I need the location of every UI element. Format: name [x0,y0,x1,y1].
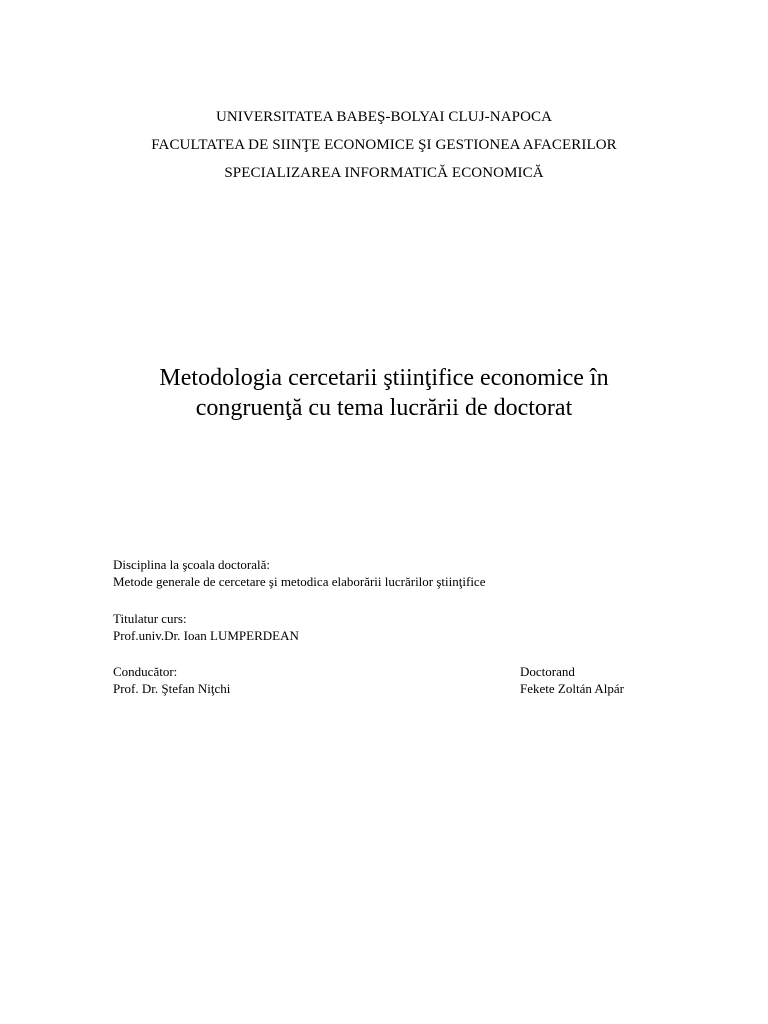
title-line-1: Metodologia cercetarii ştiinţifice economice în [159,365,609,391]
supervisor-label: Conducător: [113,664,178,679]
doctoral-student-label: Doctorand [520,664,575,679]
course-holder-block [113,610,299,644]
doctoral-student-value: Fekete Zoltán Alpár [520,681,624,696]
discipline-value: Metode generale de cercetare şi metodica elaborării lucrărilor ştiinţifice [113,574,486,589]
document-title [0,363,768,423]
supervisor-block [113,663,230,697]
discipline-block [113,556,485,590]
discipline-label: Disciplina la şcoala doctorală: [113,557,271,572]
course-holder-value: Prof.univ.Dr. Ioan LUMPERDEAN [113,628,299,643]
institution-header [0,106,768,190]
faculty-name: FACULTATEA DE SIINŢE ECONOMICE ŞI GESTIONEA AFACERILOR [151,137,617,153]
specialization-name: SPECIALIZAREA INFORMATICĂ ECONOMICĂ [224,165,544,181]
course-holder-label: Titulatur curs: [113,611,187,626]
doctoral-student-block [520,663,624,697]
title-line-2: congruenţă cu tema lucrării de doctorat [195,395,573,421]
supervisor-value: Prof. Dr. Ştefan Niţchi [113,681,231,696]
university-name: UNIVERSITATEA BABEŞ-BOLYAI CLUJ-NAPOCA [215,109,553,125]
